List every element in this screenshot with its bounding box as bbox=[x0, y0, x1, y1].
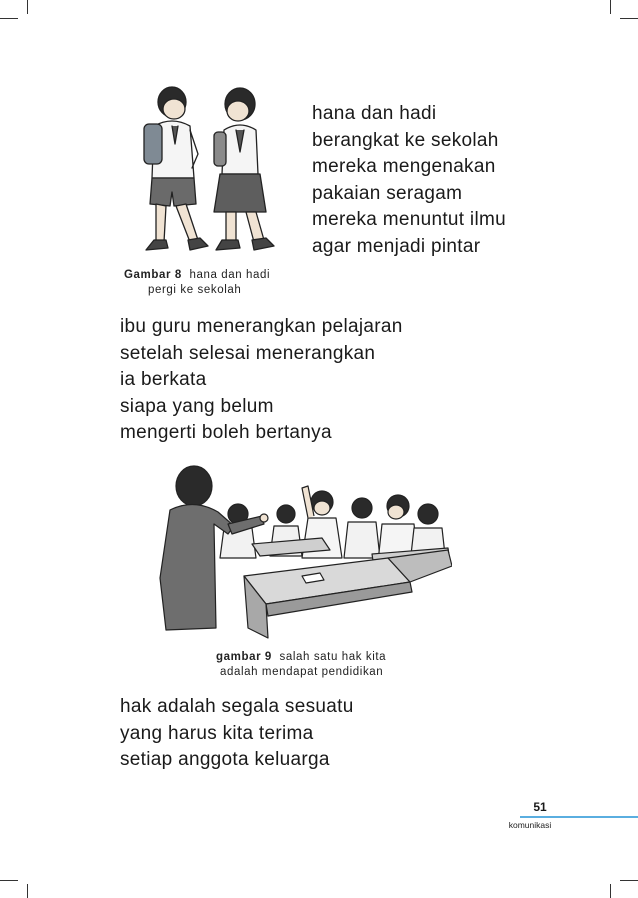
text-line: berangkat ke sekolah bbox=[312, 129, 499, 151]
text-line: pakaian seragam bbox=[312, 182, 463, 204]
text-line: hak adalah segala sesuatu bbox=[120, 696, 354, 717]
figure-9-caption bbox=[216, 650, 386, 680]
crop-mark bbox=[620, 880, 638, 881]
paragraph-1 bbox=[312, 101, 506, 260]
figure-8-caption bbox=[124, 268, 270, 298]
footer-section-label: komunikasi bbox=[508, 820, 552, 830]
text-line: hana dan hadi bbox=[312, 103, 437, 124]
text-line: siapa yang belum bbox=[120, 395, 274, 417]
crop-mark bbox=[27, 884, 28, 898]
figure-9-caption-line: adalah mendapat pendidikan bbox=[220, 666, 384, 678]
footer-divider bbox=[520, 816, 638, 818]
crop-mark bbox=[610, 0, 611, 14]
children-walking-illustration bbox=[128, 82, 288, 262]
figure-8-label: Gambar 8 bbox=[124, 269, 182, 281]
page-number: 51 bbox=[533, 800, 547, 814]
text-line: setiap anggota keluarga bbox=[120, 749, 330, 770]
crop-mark bbox=[0, 18, 18, 19]
classroom-illustration bbox=[152, 458, 452, 640]
crop-mark bbox=[620, 18, 638, 19]
figure-9-caption-line: salah satu hak kita bbox=[279, 651, 387, 663]
paragraph-3 bbox=[120, 694, 354, 774]
text-line: setelah selesai menerangkan bbox=[120, 342, 376, 364]
crop-mark bbox=[0, 880, 18, 881]
text-line: ia berkata bbox=[120, 369, 207, 390]
figure-8-caption-line: pergi ke sekolah bbox=[148, 284, 242, 296]
text-line: yang harus kita terima bbox=[120, 722, 314, 744]
text-line: agar menjadi pintar bbox=[312, 235, 481, 257]
figure-8-caption-line: hana dan hadi bbox=[189, 269, 271, 281]
text-line: ibu guru menerangkan pelajaran bbox=[120, 316, 403, 337]
figure-9-label: gambar 9 bbox=[216, 651, 272, 663]
crop-mark bbox=[27, 0, 28, 14]
text-line: mereka menuntut ilmu bbox=[312, 209, 506, 230]
text-line: mengerti boleh bertanya bbox=[120, 422, 332, 443]
text-line: mereka mengenakan bbox=[312, 156, 496, 177]
paragraph-2 bbox=[120, 314, 403, 447]
crop-mark bbox=[610, 884, 611, 898]
